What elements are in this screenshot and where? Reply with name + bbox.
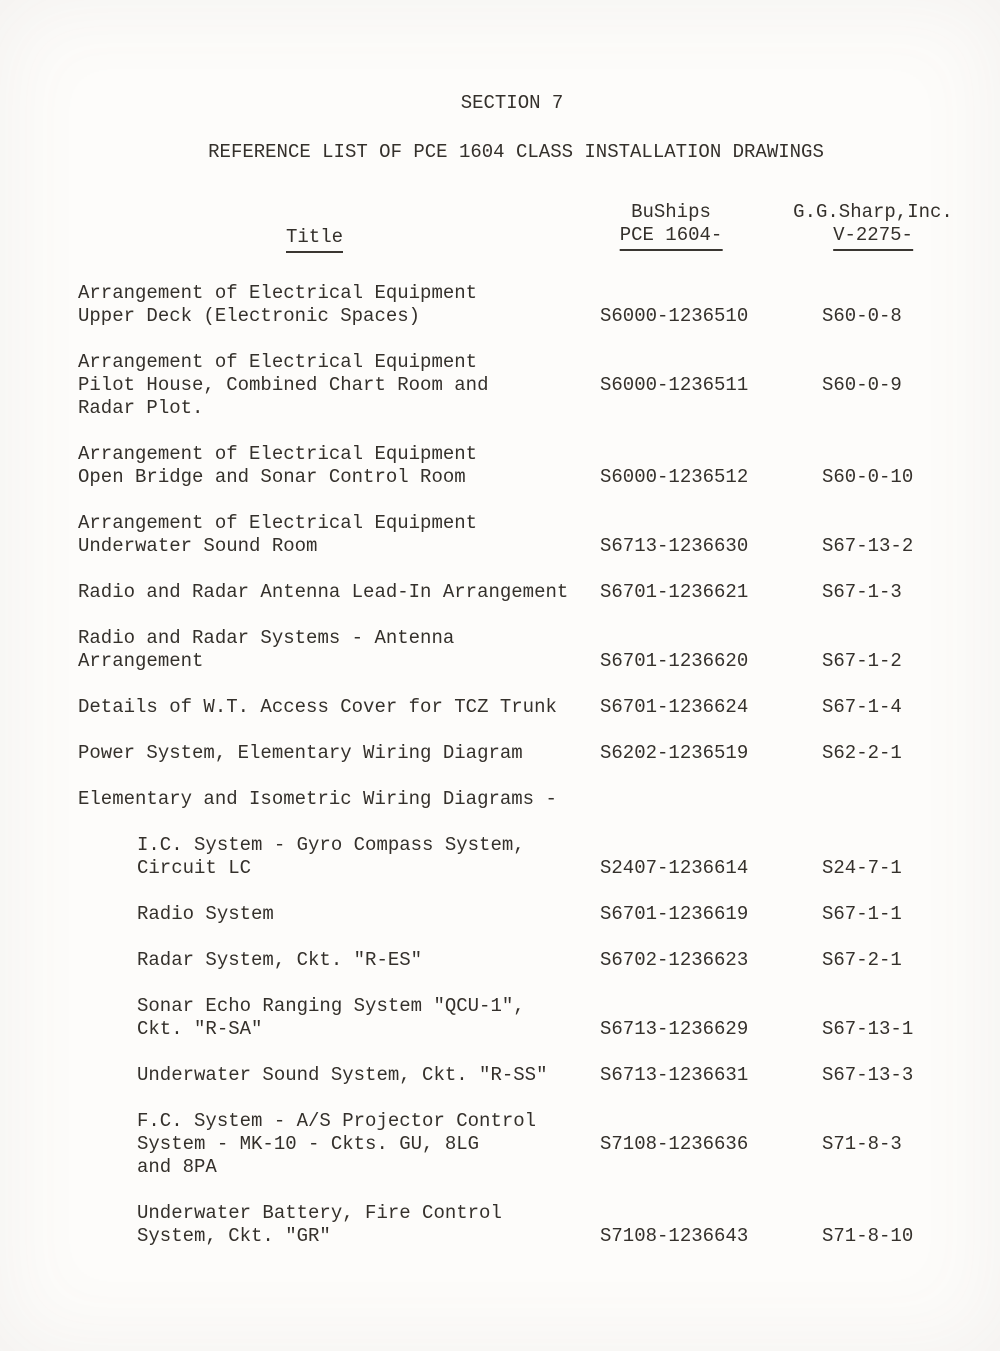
buships-number: S7108-1236643 (600, 1225, 749, 1247)
sharp-number: S71-8-10 (822, 1225, 914, 1247)
table-row (78, 1202, 970, 1248)
table-row (78, 903, 970, 926)
table-row (78, 351, 970, 420)
table-row (78, 696, 970, 719)
drawing-title: Radio and Radar Antenna Lead-In Arrangement (78, 581, 569, 603)
column-header-buships: BuShips PCE 1604- (620, 201, 723, 251)
drawing-title: F.C. System - A/S Projector Control System - MK-10 - Ckts. GU, 8LG and 8PA (137, 1110, 537, 1178)
table-row (78, 581, 970, 604)
drawing-title: Underwater Sound System, Ckt. "R-SS" (137, 1064, 548, 1086)
table-row (78, 995, 970, 1041)
buships-number: S6000-1236512 (600, 466, 749, 488)
drawing-title: Arrangement of Electrical Equipment Upper Deck (Electronic Spaces) (78, 282, 478, 327)
sharp-number: S67-1-1 (822, 903, 902, 925)
buships-number: S6701-1236620 (600, 650, 749, 672)
sharp-number: S67-2-1 (822, 949, 902, 971)
drawing-title: Radio and Radar Systems - Antenna Arrangement (78, 627, 455, 672)
sharp-number: S67-1-3 (822, 581, 902, 603)
sharp-number: S24-7-1 (822, 857, 902, 879)
drawing-title: Underwater Battery, Fire Control System, Ckt. "GR" (137, 1202, 502, 1247)
sharp-number: S67-1-4 (822, 696, 902, 718)
drawing-reference-table (0, 282, 1000, 1248)
drawing-title: Sonar Echo Ranging System "QCU-1", Ckt. "R-SA" (137, 995, 525, 1040)
drawing-title: Details of W.T. Access Cover for TCZ Trunk (78, 696, 557, 718)
buships-number: S2407-1236614 (600, 857, 749, 879)
table-column-headers (0, 201, 1000, 257)
drawing-title: Radio System (137, 903, 274, 925)
buships-number: S6713-1236630 (600, 535, 749, 557)
buships-number: S6701-1236619 (600, 903, 749, 925)
column-header-title: Title (286, 226, 343, 253)
buships-number: S6702-1236623 (600, 949, 749, 971)
section-heading: SECTION 7 (460, 92, 564, 114)
group-heading-text: Elementary and Isometric Wiring Diagrams - (78, 788, 557, 810)
buships-number: S6000-1236510 (600, 305, 749, 327)
buships-number: S6000-1236511 (600, 374, 749, 396)
table-row (78, 443, 970, 489)
buships-number: S7108-1236636 (600, 1133, 749, 1155)
table-row (78, 1064, 970, 1087)
drawing-title: Radar System, Ckt. "R-ES" (137, 949, 423, 971)
buships-number: S6701-1236621 (600, 581, 749, 603)
drawing-title: Arrangement of Electrical Equipment Open Bridge and Sonar Control Room (78, 443, 478, 488)
sharp-number: S67-13-1 (822, 1018, 914, 1040)
sharp-number: S67-1-2 (822, 650, 902, 672)
table-row (78, 512, 970, 558)
table-row (78, 949, 970, 972)
drawing-title: Power System, Elementary Wiring Diagram (78, 742, 523, 764)
column-header-sharp: G.G.Sharp,Inc. V-2275- (793, 201, 953, 251)
sharp-number: S67-13-3 (822, 1064, 914, 1086)
sharp-number: S62-2-1 (822, 742, 902, 764)
sharp-number: S67-13-2 (822, 535, 914, 557)
sharp-number: S60-0-9 (822, 374, 902, 396)
table-row (78, 1110, 970, 1179)
drawing-title: Arrangement of Electrical Equipment Underwater Sound Room (78, 512, 478, 557)
table-row (78, 742, 970, 765)
drawing-title: Arrangement of Electrical Equipment Pilot House, Combined Chart Room and Radar Plot. (78, 351, 489, 419)
table-row (78, 282, 970, 328)
buships-number: S6701-1236624 (600, 696, 749, 718)
page-title: REFERENCE LIST OF PCE 1604 CLASS INSTALLATION DRAWINGS (208, 141, 824, 163)
sharp-number: S60-0-8 (822, 305, 902, 327)
drawing-title: I.C. System - Gyro Compass System, Circuit LC (137, 834, 525, 879)
buships-number: S6202-1236519 (600, 742, 749, 764)
table-group-heading (78, 788, 970, 811)
sharp-number: S71-8-3 (822, 1133, 902, 1155)
table-row (78, 834, 970, 880)
sharp-number: S60-0-10 (822, 466, 914, 488)
buships-number: S6713-1236631 (600, 1064, 749, 1086)
table-row (78, 627, 970, 673)
buships-number: S6713-1236629 (600, 1018, 749, 1040)
